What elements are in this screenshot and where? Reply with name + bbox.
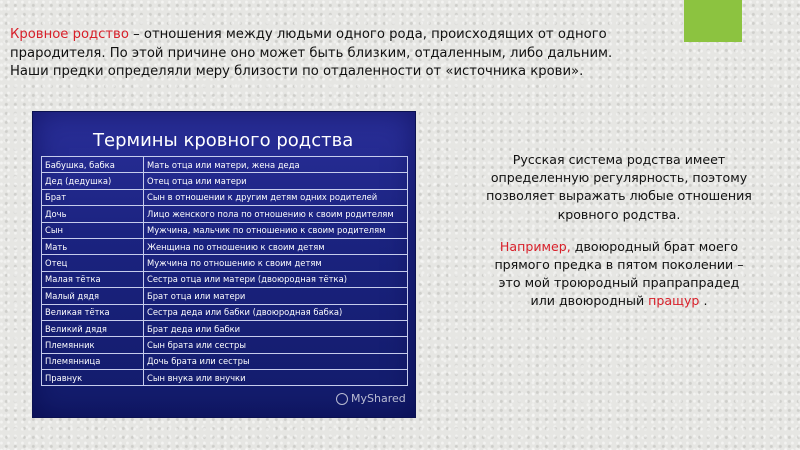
table-row bbox=[42, 288, 408, 304]
side-line-1: Русская система родства имеет bbox=[512, 152, 726, 167]
meaning-cell: Сын брата или сестры bbox=[144, 337, 408, 353]
table-row bbox=[42, 271, 408, 287]
table-row bbox=[42, 370, 408, 386]
term-cell: Брат bbox=[42, 189, 144, 205]
table-row bbox=[42, 337, 408, 353]
term-cell: Правнук bbox=[42, 370, 144, 386]
term-cell: Отец bbox=[42, 255, 144, 271]
table-row bbox=[42, 173, 408, 189]
meaning-cell: Мужчина по отношению к своим детям bbox=[144, 255, 408, 271]
table-row bbox=[42, 189, 408, 205]
accent-green-bar bbox=[684, 0, 742, 42]
intro-paragraph bbox=[10, 26, 690, 82]
term-cell: Дед (дедушка) bbox=[42, 173, 144, 189]
meaning-cell: Брат деда или бабки bbox=[144, 320, 408, 336]
side-line-8 bbox=[455, 292, 783, 310]
meaning-cell: Мать отца или матери, жена деда bbox=[144, 157, 408, 173]
myshared-logo-icon bbox=[336, 393, 348, 405]
term-cell: Малая тётка bbox=[42, 271, 144, 287]
meaning-cell: Дочь брата или сестры bbox=[144, 353, 408, 369]
prashchur-term: пращур bbox=[648, 293, 700, 309]
intro-line-3: Наши предки определяли меру близости по отдаленности от «источника крови». bbox=[10, 64, 584, 79]
table-row bbox=[42, 353, 408, 369]
term-cell: Великий дядя bbox=[42, 320, 144, 336]
term-cell: Мать bbox=[42, 238, 144, 254]
table-row bbox=[42, 304, 408, 320]
meaning-cell: Сын внука или внучки bbox=[144, 370, 408, 386]
table-row bbox=[42, 320, 408, 336]
term-cell: Племянник bbox=[42, 337, 144, 353]
meaning-cell: Женщина по отношению к своим детям bbox=[144, 238, 408, 254]
term-cell: Дочь bbox=[42, 206, 144, 222]
side-line-3: позволяет выражать любые отношения bbox=[486, 188, 752, 204]
table-row bbox=[42, 157, 408, 173]
side-line-5-rest: двоюродный брат моего bbox=[570, 238, 739, 254]
intro-line-1 bbox=[10, 26, 690, 45]
table-title: Термины кровного родства bbox=[93, 130, 354, 151]
meaning-cell: Сестра отца или матери (двоюродная тётка) bbox=[144, 271, 408, 287]
side-line-7: это мой троюродный прапрапрадед bbox=[498, 275, 740, 291]
term-cell: Бабушка, бабка bbox=[42, 157, 144, 173]
intro-term: Кровное родство bbox=[10, 27, 129, 42]
intro-line-2: прародителя. По этой причине оно может быть близким, отдаленным, либо дальним. bbox=[10, 45, 613, 61]
watermark bbox=[336, 392, 406, 405]
table-row bbox=[42, 255, 408, 271]
side-line-2: определенную регулярность, поэтому bbox=[490, 170, 748, 186]
meaning-cell: Лицо женского пола по отношению к своим родителям bbox=[144, 206, 408, 222]
side-line-8-pre: или двоюродный bbox=[530, 293, 649, 309]
meaning-cell: Сестра деда или бабки (двоюродная бабка) bbox=[144, 304, 408, 320]
side-line-6: прямого предка в пятом поколении – bbox=[494, 257, 744, 273]
side-line-8-end: . bbox=[699, 293, 708, 309]
side-paragraphs bbox=[455, 151, 783, 311]
kinship-terms-table bbox=[41, 156, 408, 386]
term-cell: Племянница bbox=[42, 353, 144, 369]
kinship-terms-table-image bbox=[33, 112, 415, 417]
table-row bbox=[42, 206, 408, 222]
watermark-text: MyShared bbox=[351, 392, 406, 405]
meaning-cell: Мужчина, мальчик по отношению к своим родителям bbox=[144, 222, 408, 238]
side-line-5 bbox=[455, 238, 783, 256]
meaning-cell: Сын в отношении к другим детям одних родителей bbox=[144, 189, 408, 205]
term-cell: Малый дядя bbox=[42, 288, 144, 304]
term-cell: Великая тётка bbox=[42, 304, 144, 320]
table-row bbox=[42, 238, 408, 254]
intro-line-1-rest: – отношения между людьми одного рода, происходящих от одного bbox=[128, 27, 607, 42]
meaning-cell: Брат отца или матери bbox=[144, 288, 408, 304]
example-label: Например, bbox=[499, 238, 571, 254]
meaning-cell: Отец отца или матери bbox=[144, 173, 408, 189]
table-row bbox=[42, 222, 408, 238]
term-cell: Сын bbox=[42, 222, 144, 238]
side-line-4: кровного родства. bbox=[557, 206, 681, 222]
paragraph-gap bbox=[455, 224, 783, 238]
